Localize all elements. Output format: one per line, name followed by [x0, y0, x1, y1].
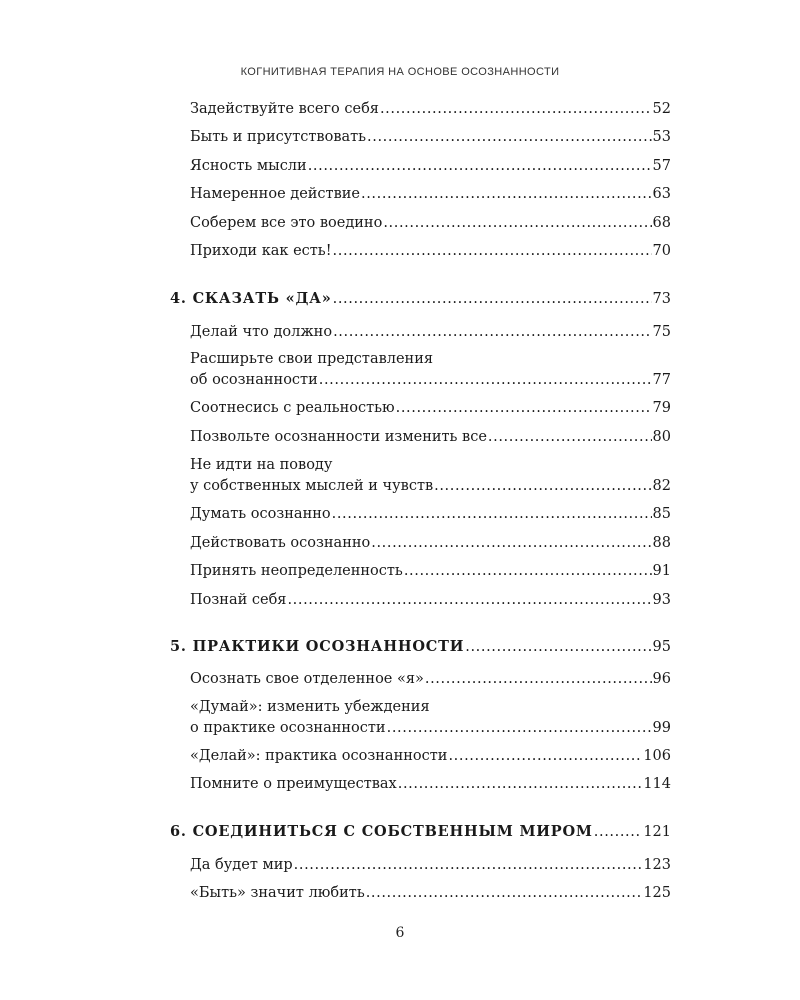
dot-leader — [287, 590, 651, 611]
toc-entry — [190, 561, 671, 582]
toc-entry — [190, 746, 671, 767]
dot-leader — [308, 156, 652, 177]
toc-entry-page: 96 — [652, 671, 671, 687]
toc-entry-page: 80 — [652, 429, 671, 445]
toc-entry-title: Принять неопределенность — [190, 563, 403, 579]
toc-chapter-heading — [170, 288, 671, 310]
dot-leader — [333, 289, 652, 310]
toc-entry-title: Помните о преимуществах — [190, 776, 397, 792]
dot-leader — [333, 322, 651, 343]
toc-entry-page: 123 — [643, 857, 671, 873]
dot-leader — [383, 213, 651, 234]
dot-leader — [332, 504, 652, 525]
toc-entry-page: 85 — [652, 506, 671, 522]
toc-entry-title: Осознать свое отделенное «я» — [190, 671, 424, 687]
toc-entry-title: Приходи как есть! — [190, 243, 332, 259]
toc-entry-title: «Быть» значит любить — [190, 885, 365, 901]
toc-entry-page: 91 — [652, 563, 671, 579]
toc-entry-title: о практике осознанности — [190, 720, 386, 736]
toc-entry-page: 68 — [652, 215, 671, 231]
toc-entry-title: Позвольте осознанности изменить все — [190, 429, 487, 445]
toc-chapter-heading — [170, 636, 671, 658]
dot-leader — [488, 427, 652, 448]
toc-entry-title: Действовать осознанно — [190, 535, 371, 551]
toc-entry-title: Познай себя — [190, 592, 287, 608]
dot-leader — [594, 822, 643, 843]
dot-leader — [371, 533, 651, 554]
toc-entry — [190, 127, 671, 148]
toc-chapter-heading — [170, 821, 671, 843]
toc-entry — [190, 504, 671, 525]
toc-entry — [190, 156, 671, 177]
toc-entry-title: Делай что должно — [190, 324, 333, 340]
toc-entry-page: 52 — [652, 101, 671, 117]
dot-leader — [361, 184, 652, 205]
dot-leader — [398, 774, 643, 795]
toc-entry — [190, 590, 671, 611]
toc-entry-title-line1: Расширьте свои представления — [190, 351, 434, 367]
toc-entry-page: 99 — [652, 720, 671, 736]
toc-entry-title: об осознанности — [190, 372, 318, 388]
toc-entry — [190, 697, 671, 739]
toc-entry-page: 57 — [652, 158, 671, 174]
toc-entry-title: «Делай»: практика осознанности — [190, 748, 448, 764]
dot-leader — [333, 241, 652, 262]
toc-entry — [190, 241, 671, 262]
toc-entry — [190, 533, 671, 554]
dot-leader — [367, 127, 652, 148]
toc-entry-title: Думать осознанно — [190, 506, 331, 522]
toc-entry-title-line1: Не идти на поводу — [190, 457, 333, 473]
toc-chapter-title: 4. СКАЗАТЬ «ДА» — [170, 290, 332, 307]
toc-entry — [190, 455, 671, 497]
toc-entry-page: 88 — [652, 535, 671, 551]
dot-leader — [294, 855, 643, 876]
toc-entry-page: 70 — [652, 243, 671, 259]
toc-entry-title: у собственных мыслей и чувств — [190, 478, 434, 494]
toc-entry-title: Да будет мир — [190, 857, 293, 873]
toc-chapter-title: 6. СОЕДИНИТЬСЯ С СОБСТВЕННЫМ МИРОМ — [170, 823, 593, 840]
toc-entry — [190, 184, 671, 205]
toc-entry-page: 75 — [652, 324, 671, 340]
toc-entry-page: 73 — [652, 291, 671, 307]
toc-chapter-title: 5. ПРАКТИКИ ОСОЗНАННОСТИ — [170, 638, 465, 655]
toc-entry-page: 77 — [652, 372, 671, 388]
toc-entry-title: Соотнесись с реальностью — [190, 400, 395, 416]
dot-leader — [425, 669, 652, 690]
toc-entry — [190, 855, 671, 876]
running-head: КОГНИТИВНАЯ ТЕРАПИЯ НА ОСНОВЕ ОСОЗНАННОСТИ — [240, 66, 560, 78]
toc-entry-title: Быть и присутствовать — [190, 129, 367, 145]
page-number: 6 — [395, 925, 405, 941]
toc-entry — [190, 774, 671, 795]
toc-entry-title: Ясность мысли — [190, 158, 307, 174]
toc-entry-page: 53 — [652, 129, 671, 145]
toc-entry — [190, 349, 671, 391]
dot-leader — [448, 746, 642, 767]
toc-entry — [190, 213, 671, 234]
dot-leader — [387, 718, 652, 739]
toc-entry-page: 95 — [652, 639, 671, 655]
dot-leader — [404, 561, 652, 582]
toc-entry — [190, 669, 671, 690]
dot-leader — [465, 637, 651, 658]
dot-leader — [434, 476, 651, 497]
toc-entry-title: Задействуйте всего себя — [190, 101, 379, 117]
toc-entry — [190, 99, 671, 120]
toc-entry-title-line1: «Думай»: изменить убеждения — [190, 699, 430, 715]
toc-entry — [190, 883, 671, 904]
dot-leader — [396, 398, 652, 419]
toc-entry-page: 79 — [652, 400, 671, 416]
toc-entry — [190, 398, 671, 419]
toc-entry-page: 121 — [643, 824, 671, 840]
toc-entry — [190, 427, 671, 448]
toc-entry-page: 63 — [652, 186, 671, 202]
toc-entry-title: Намеренное действие — [190, 186, 360, 202]
dot-leader — [366, 883, 643, 904]
toc-entry-page: 114 — [643, 776, 671, 792]
dot-leader — [380, 99, 652, 120]
toc-entry-page: 82 — [652, 478, 671, 494]
toc-entry-page: 125 — [643, 885, 671, 901]
toc-entry-page: 106 — [643, 748, 671, 764]
toc-entry-title: Соберем все это воедино — [190, 215, 383, 231]
dot-leader — [319, 370, 652, 391]
toc-entry-page: 93 — [652, 592, 671, 608]
toc-entry — [190, 322, 671, 343]
